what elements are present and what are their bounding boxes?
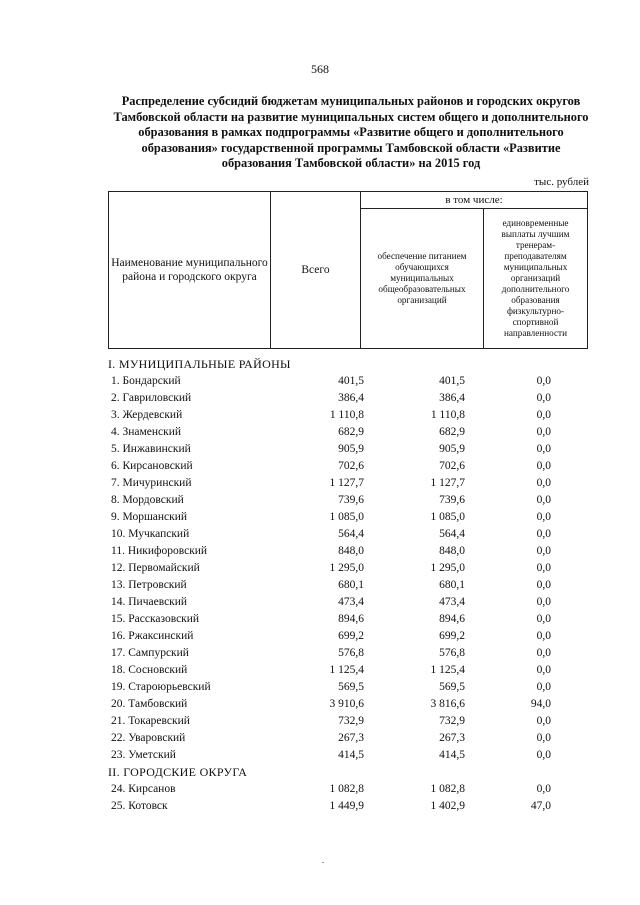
row-col1: 576,8 [439, 647, 465, 659]
section-title: II. ГОРОДСКИЕ ОКРУГА [108, 765, 248, 779]
row-col2: 0,0 [536, 647, 551, 659]
row-name: 13. Петровский [111, 579, 187, 591]
row-col2: 0,0 [536, 562, 551, 574]
row-total: 682,9 [338, 426, 364, 438]
table-row [108, 424, 588, 441]
row-total: 848,0 [338, 545, 364, 557]
row-total: 576,8 [338, 647, 364, 659]
table-row [108, 679, 588, 696]
row-col2: 0,0 [536, 375, 551, 387]
row-name: 14. Пичаевский [111, 596, 188, 608]
row-col1: 1 295,0 [430, 562, 465, 574]
row-col1: 699,2 [439, 630, 465, 642]
row-name: 7. Мичуринский [111, 477, 192, 489]
row-col1: 1 127,7 [430, 477, 465, 489]
row-col1: 414,5 [439, 749, 465, 761]
table-row [108, 560, 588, 577]
row-total: 473,4 [338, 596, 364, 608]
table-row [108, 730, 588, 747]
row-name: 3. Жердевский [111, 409, 183, 421]
row-total: 414,5 [338, 749, 364, 761]
row-col2: 0,0 [536, 613, 551, 625]
table-row [108, 713, 588, 730]
row-name: 25. Котовск [111, 800, 168, 812]
row-col2: 0,0 [536, 409, 551, 421]
row-col1: 3 816,6 [430, 698, 465, 710]
row-total: 702,6 [338, 460, 364, 472]
row-col1: 682,9 [439, 426, 465, 438]
table-row [108, 696, 588, 713]
row-col2: 0,0 [536, 664, 551, 676]
row-total: 386,4 [338, 392, 364, 404]
row-col1: 680,1 [439, 579, 465, 591]
row-name: 12. Первомайский [111, 562, 200, 574]
header-among: в том числе: [361, 192, 588, 209]
row-col2: 0,0 [536, 732, 551, 744]
row-name: 6. Кирсановский [111, 460, 193, 472]
row-name: 21. Токаревский [111, 715, 190, 727]
row-total: 699,2 [338, 630, 364, 642]
header-name: Наименование муниципального района и городского округа [109, 192, 271, 349]
row-col1: 702,6 [439, 460, 465, 472]
table-row [108, 475, 588, 492]
row-col1: 564,4 [439, 528, 465, 540]
row-total: 894,6 [338, 613, 364, 625]
table-row [108, 611, 588, 628]
row-col2: 0,0 [536, 749, 551, 761]
table-row [108, 458, 588, 475]
header-col1: обеспечение питанием обучающихся муниципальных общеобразовательных организаций [361, 209, 484, 349]
row-col2: 0,0 [536, 494, 551, 506]
table-row [108, 781, 588, 798]
table-row [108, 543, 588, 560]
row-col2: 0,0 [536, 443, 551, 455]
row-name: 11. Никифоровский [111, 545, 208, 557]
table-header [108, 191, 588, 349]
row-total: 680,1 [338, 579, 364, 591]
row-name: 4. Знаменский [111, 426, 182, 438]
row-name: 10. Мучкапский [111, 528, 190, 540]
row-total: 3 910,6 [329, 698, 364, 710]
header-total: Всего [271, 192, 361, 349]
row-col1: 905,9 [439, 443, 465, 455]
row-name: 1. Бондарский [111, 375, 181, 387]
row-name: 17. Сампурский [111, 647, 189, 659]
row-name: 24. Кирсанов [111, 783, 176, 795]
table-row [108, 747, 588, 764]
table-row [108, 526, 588, 543]
page-number: 568 [311, 62, 329, 76]
row-name: 8. Мордовский [111, 494, 184, 506]
footer-mark [322, 862, 324, 863]
document-title: Распределение субсидий бюджетам муниципальных районов и городских округов Тамбовской области на развитие муниципальных систем общего и дополнительного образования в рамках подпрограммы «Развитие общего и дополнительного образования» государственной программы Тамбовской области «Развитие образования Тамбовской области» на 2015 год [113, 94, 589, 171]
row-total: 1 125,4 [329, 664, 364, 676]
row-col2: 0,0 [536, 630, 551, 642]
row-name: 9. Моршанский [111, 511, 188, 523]
row-total: 1 082,8 [329, 783, 364, 795]
row-total: 267,3 [338, 732, 364, 744]
unit-label: тыс. рублей [534, 176, 589, 188]
row-col2: 0,0 [536, 460, 551, 472]
row-total: 1 127,7 [329, 477, 364, 489]
row-col1: 267,3 [439, 732, 465, 744]
row-col1: 569,5 [439, 681, 465, 693]
row-name: 19. Староюрьевский [111, 681, 211, 693]
row-total: 1 110,8 [329, 409, 364, 421]
row-col1: 739,6 [439, 494, 465, 506]
table-row [108, 645, 588, 662]
row-col1: 1 082,8 [430, 783, 465, 795]
table-row [108, 373, 588, 390]
table-row [108, 441, 588, 458]
table-body [108, 356, 588, 815]
row-total: 564,4 [338, 528, 364, 540]
table-row [108, 662, 588, 679]
row-total: 1 295,0 [329, 562, 364, 574]
row-col2: 0,0 [536, 392, 551, 404]
row-total: 905,9 [338, 443, 364, 455]
table-row [108, 628, 588, 645]
row-col1: 1 085,0 [430, 511, 465, 523]
row-col2: 0,0 [536, 783, 551, 795]
row-name: 5. Инжавинский [111, 443, 191, 455]
row-total: 1 085,0 [329, 511, 364, 523]
row-col1: 1 125,4 [430, 664, 465, 676]
row-col1: 401,5 [439, 375, 465, 387]
row-total: 739,6 [338, 494, 364, 506]
row-name: 2. Гавриловский [111, 392, 192, 404]
row-name: 22. Уваровский [111, 732, 186, 744]
row-col1: 473,4 [439, 596, 465, 608]
row-col1: 386,4 [439, 392, 465, 404]
table-row [108, 577, 588, 594]
row-total: 732,9 [338, 715, 364, 727]
row-col2: 0,0 [536, 715, 551, 727]
row-name: 16. Ржаксинский [111, 630, 194, 642]
row-col2: 0,0 [536, 545, 551, 557]
row-total: 401,5 [338, 375, 364, 387]
table-row [108, 509, 588, 526]
row-col1: 1 402,9 [430, 800, 465, 812]
header-col2: единовременные выплаты лучшим тренерам-преподавателям муниципальных организаций дополнительного образования физкультурно-спортивной направленности [484, 209, 588, 349]
row-name: 18. Сосновский [111, 664, 188, 676]
row-name: 15. Рассказовский [111, 613, 200, 625]
section-title: I. МУНИЦИПАЛЬНЫЕ РАЙОНЫ [108, 357, 291, 371]
row-col2: 0,0 [536, 528, 551, 540]
row-col2: 94,0 [530, 698, 551, 710]
row-name: 23. Уметский [111, 749, 176, 761]
row-col2: 0,0 [536, 426, 551, 438]
row-col2: 0,0 [536, 579, 551, 591]
row-col2: 0,0 [536, 511, 551, 523]
row-col1: 848,0 [439, 545, 465, 557]
table-row [108, 594, 588, 611]
row-total: 569,5 [338, 681, 364, 693]
row-col2: 0,0 [536, 681, 551, 693]
row-col1: 1 110,8 [430, 409, 465, 421]
row-total: 1 449,9 [329, 800, 364, 812]
table-row [108, 407, 588, 424]
table-row [108, 492, 588, 509]
row-col2: 0,0 [536, 596, 551, 608]
table-row [108, 798, 588, 815]
row-col2: 47,0 [530, 800, 551, 812]
row-name: 20. Тамбовский [111, 698, 188, 710]
row-col1: 894,6 [439, 613, 465, 625]
row-col1: 732,9 [439, 715, 465, 727]
row-col2: 0,0 [536, 477, 551, 489]
table-row [108, 390, 588, 407]
